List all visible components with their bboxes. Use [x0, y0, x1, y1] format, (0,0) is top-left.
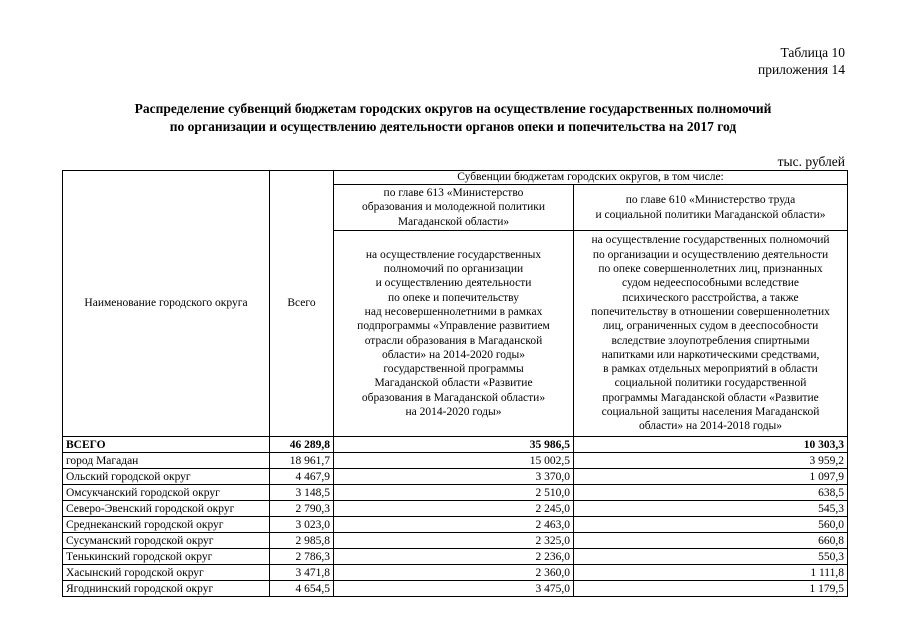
- title-line-2: по организации и осуществлению деятельности органов опеки и попечительства на 2017 год: [169, 119, 737, 134]
- table-row: [63, 565, 848, 581]
- row-name: Хасынский городской округ: [63, 565, 270, 581]
- header-total: Всего: [270, 171, 334, 437]
- text-line: области» на 2014-2018 годы»: [638, 420, 783, 433]
- table-row: [63, 469, 848, 485]
- row-name: город Магадан: [63, 453, 270, 469]
- row-total: 3 148,5: [270, 485, 334, 501]
- row-610: 638,5: [574, 485, 848, 501]
- header-description-610: [574, 231, 848, 437]
- table-row: [63, 533, 848, 549]
- row-name: Ольский городской округ: [63, 469, 270, 485]
- document-title: [60, 100, 846, 136]
- text-line: в рамках отдельных мероприятий в области: [603, 363, 818, 376]
- row-613: 15 002,5: [334, 453, 574, 469]
- row-total: 2 786,3: [270, 549, 334, 565]
- text-line: образования в Магаданской области»: [361, 391, 546, 404]
- row-613: 3 475,0: [334, 581, 574, 597]
- text-line: по главе 610 «Министерство труда: [625, 194, 796, 207]
- row-613: 2 245,0: [334, 501, 574, 517]
- title-line-1: Распределение субвенций бюджетам городских округов на осуществление государственных полномочий: [134, 101, 772, 116]
- row-613: 2 463,0: [334, 517, 574, 533]
- row-total: 2 985,8: [270, 533, 334, 549]
- data-rows: [63, 453, 848, 597]
- text-line: судом недееспособными вследствие: [622, 277, 799, 290]
- row-610: 3 959,2: [574, 453, 848, 469]
- total-row-610: 10 303,3: [574, 437, 848, 453]
- table-row: [63, 517, 848, 533]
- row-613: 2 236,0: [334, 549, 574, 565]
- text-line: психического расстройства, а также: [622, 291, 799, 304]
- text-line: Магаданской области»: [397, 215, 510, 228]
- row-name: Омсукчанский городской округ: [63, 485, 270, 501]
- row-name: Сусуманский городской округ: [63, 533, 270, 549]
- text-line: государственной программы: [383, 363, 524, 376]
- text-line: по опеке и попечительству: [388, 291, 519, 304]
- row-613: 2 325,0: [334, 533, 574, 549]
- row-name: Тенькинский городской округ: [63, 549, 270, 565]
- text-line: по опеке совершеннолетних лиц, признанных: [598, 263, 823, 276]
- table-row: [63, 453, 848, 469]
- row-total: 3 471,8: [270, 565, 334, 581]
- text-line: лиц, ограниченных судом в дееспособности: [602, 320, 819, 333]
- header-subvention-group: Субвенции бюджетам городских округов, в том числе:: [334, 171, 848, 185]
- row-613: 3 370,0: [334, 469, 574, 485]
- text-line: Магаданской области «Развитие: [374, 377, 533, 390]
- row-name: Среднеканский городской округ: [63, 517, 270, 533]
- table-row: [63, 549, 848, 565]
- row-name: Ягоднинский городской округ: [63, 581, 270, 597]
- header-chapter-613: [334, 185, 574, 231]
- text-line: и социальной политики Магаданской области»: [595, 208, 826, 221]
- row-name: Северо-Эвенский городской округ: [63, 501, 270, 517]
- subvention-table: [62, 170, 848, 597]
- text-line: попечительству в отношении совершеннолетних: [591, 305, 830, 318]
- row-610: 1 179,5: [574, 581, 848, 597]
- text-line: вследствие злоупотребления спиртными: [611, 334, 810, 347]
- row-610: 660,8: [574, 533, 848, 549]
- table-caption: [758, 44, 845, 78]
- total-row-613: 35 986,5: [334, 437, 574, 453]
- text-line: подпрограммы «Управление развитием: [357, 320, 550, 333]
- text-line: и осуществлению деятельности: [375, 277, 532, 290]
- row-610: 560,0: [574, 517, 848, 533]
- row-total: 4 467,9: [270, 469, 334, 485]
- row-613: 2 510,0: [334, 485, 574, 501]
- appendix-number: приложения 14: [757, 62, 845, 77]
- table-row: [63, 581, 848, 597]
- row-total: 3 023,0: [270, 517, 334, 533]
- row-total: 18 961,7: [270, 453, 334, 469]
- row-610: 1 111,8: [574, 565, 848, 581]
- row-610: 550,3: [574, 549, 848, 565]
- text-line: над несовершеннолетними в рамках: [364, 305, 543, 318]
- text-line: социальной защиты населения Магаданской: [601, 405, 820, 418]
- total-row-total: 46 289,8: [270, 437, 334, 453]
- header-description-613: [334, 231, 574, 437]
- text-line: напитками или наркотическими средствами,: [601, 348, 820, 361]
- total-row-name: ВСЕГО: [63, 437, 270, 453]
- row-610: 545,3: [574, 501, 848, 517]
- row-610: 1 097,9: [574, 469, 848, 485]
- row-total: 2 790,3: [270, 501, 334, 517]
- text-line: программы Магаданской области «Развитие: [602, 391, 819, 404]
- table-number: Таблица 10: [780, 45, 845, 60]
- header-chapter-610: [574, 185, 848, 231]
- text-line: по главе 613 «Министерство: [383, 187, 524, 200]
- text-line: на осуществление государственных: [365, 248, 542, 261]
- units-label: тыс. рублей: [777, 154, 845, 169]
- header-name: Наименование городского округа: [63, 171, 270, 437]
- table-row: [63, 485, 848, 501]
- text-line: полномочий по организации: [383, 263, 524, 276]
- text-line: социальной политики государственной: [614, 377, 807, 390]
- text-line: на 2014-2020 годы»: [405, 405, 502, 418]
- text-line: отрасли образования в Магаданской: [364, 334, 543, 347]
- text-line: образования и молодежной политики: [361, 201, 545, 214]
- text-line: на осуществление государственных полномочий: [591, 234, 830, 247]
- table-row: [63, 501, 848, 517]
- row-613: 2 360,0: [334, 565, 574, 581]
- text-line: по организации и осуществлению деятельности: [592, 248, 829, 261]
- text-line: области» на 2014-2020 годы»: [381, 348, 526, 361]
- row-total: 4 654,5: [270, 581, 334, 597]
